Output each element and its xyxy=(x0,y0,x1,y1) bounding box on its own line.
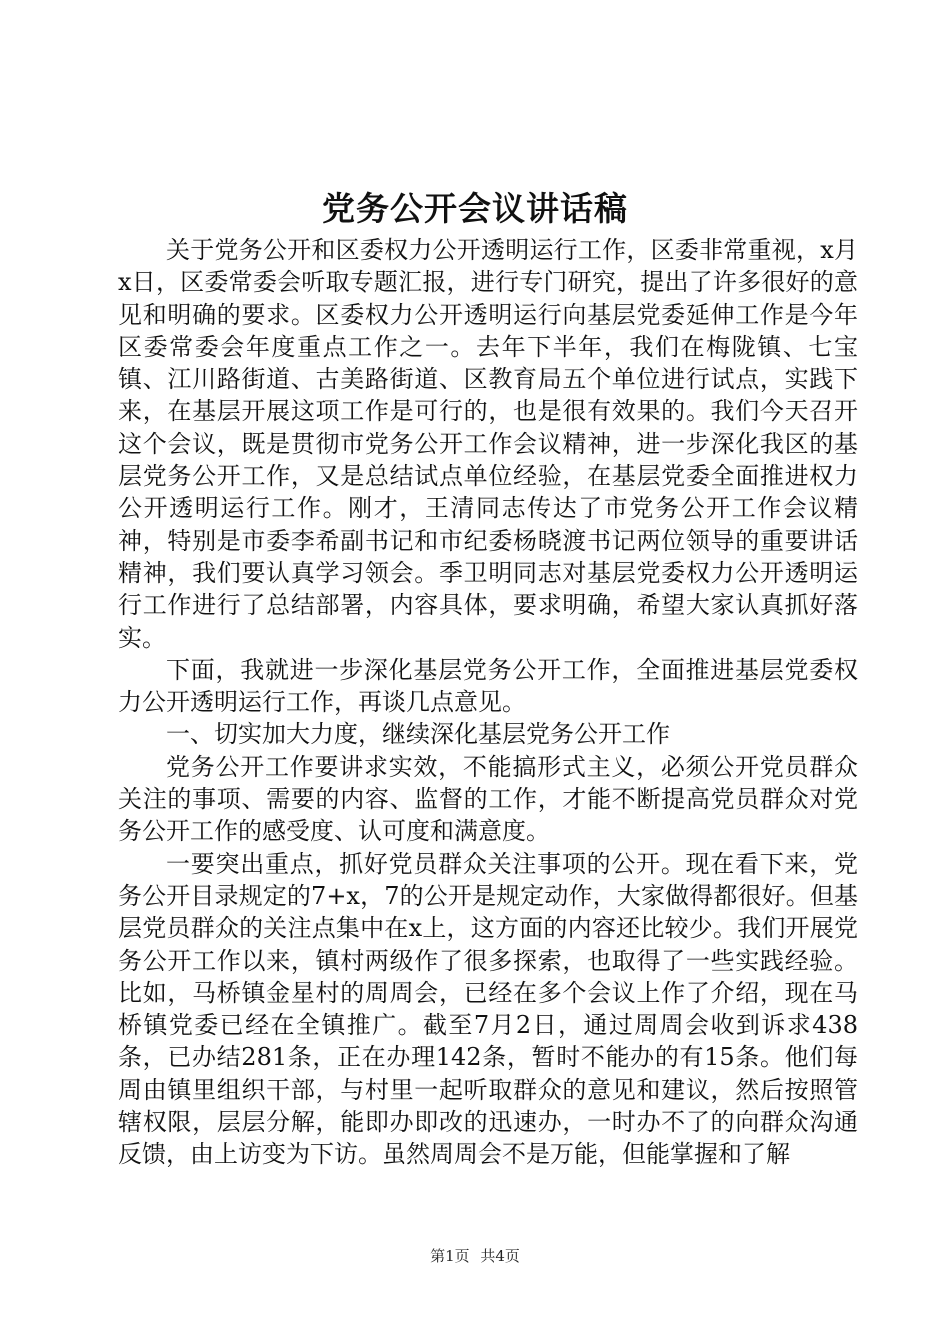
document-body xyxy=(118,234,858,1171)
document-title: 党务公开会议讲话稿 xyxy=(322,189,628,228)
paragraph-focus: 一要突出重点，抓好党员群众关注事项的公开。现在看下来，党务公开目录规定的7+x，7的公开是规定动作，大家做得都很好。但基层党员群众的关注点集中在x上，这方面的内容还比较少。我们开展党务公开工作以来，镇村两级作了很多探索，也取得了一些实践经验。比如，马桥镇金星村的周周会，已经在多个会议上作了介绍，现在马桥镇党委已经在全镇推广。截至7月2日，通过周周会收到诉求438条，已办结281条，正在办理142条，暂时不能办的有15条。他们每周由镇里组织干部，与村里一起听取群众的意见和建议，然后按照管辖权限，层层分解，能即办即改的迅速办，一时办不了的向群众沟通反馈，由上访变为下访。虽然周周会不是万能，但能掌握和了解 xyxy=(118,849,858,1169)
paragraph-intro: 关于党务公开和区委权力公开透明运行工作，区委非常重视，x月x日，区委常委会听取专题汇报，进行专门研究，提出了许多很好的意见和明确的要求。区委权力公开透明运行向基层党委延伸工作是今年区委常委会年度重点工作之一。去年下半年，我们在梅陇镇、七宝镇、江川路街道、古美路街道、区教育局五个单位进行试点，实践下来，在基层开展这项工作是可行的，也是很有效果的。我们今天召开这个会议，既是贯彻市党务公开工作会议精神，进一步深化我区的基层党务公开工作，又是总结试点单位经验，在基层党委全面推进权力公开透明运行工作。刚才，王清同志传达了市党务公开工作会议精神，特别是市委李希副书记和市纪委杨晓渡书记两位领导的重要讲话精神，我们要认真学习领会。季卫明同志对基层党委权力公开透明运行工作进行了总结部署，内容具体，要求明确，希望大家认真抓好落实。 xyxy=(118,236,858,652)
section-heading-1: 一、切实加大力度，继续深化基层党务公开工作 xyxy=(166,720,670,749)
paragraph-effectiveness: 党务公开工作要讲求实效，不能搞形式主义，必须公开党员群众关注的事项、需要的内容、监督的工作，才能不断提高党员群众对党务公开工作的感受度、认可度和满意度。 xyxy=(118,752,858,846)
page-number: 第1页 xyxy=(430,1247,470,1265)
paragraph-opinions: 下面，我就进一步深化基层党务公开工作，全面推进基层党委权力公开透明运行工作，再谈几点意见。 xyxy=(118,655,858,717)
page-total: 共4页 xyxy=(480,1247,520,1265)
page-footer xyxy=(0,1244,950,1268)
